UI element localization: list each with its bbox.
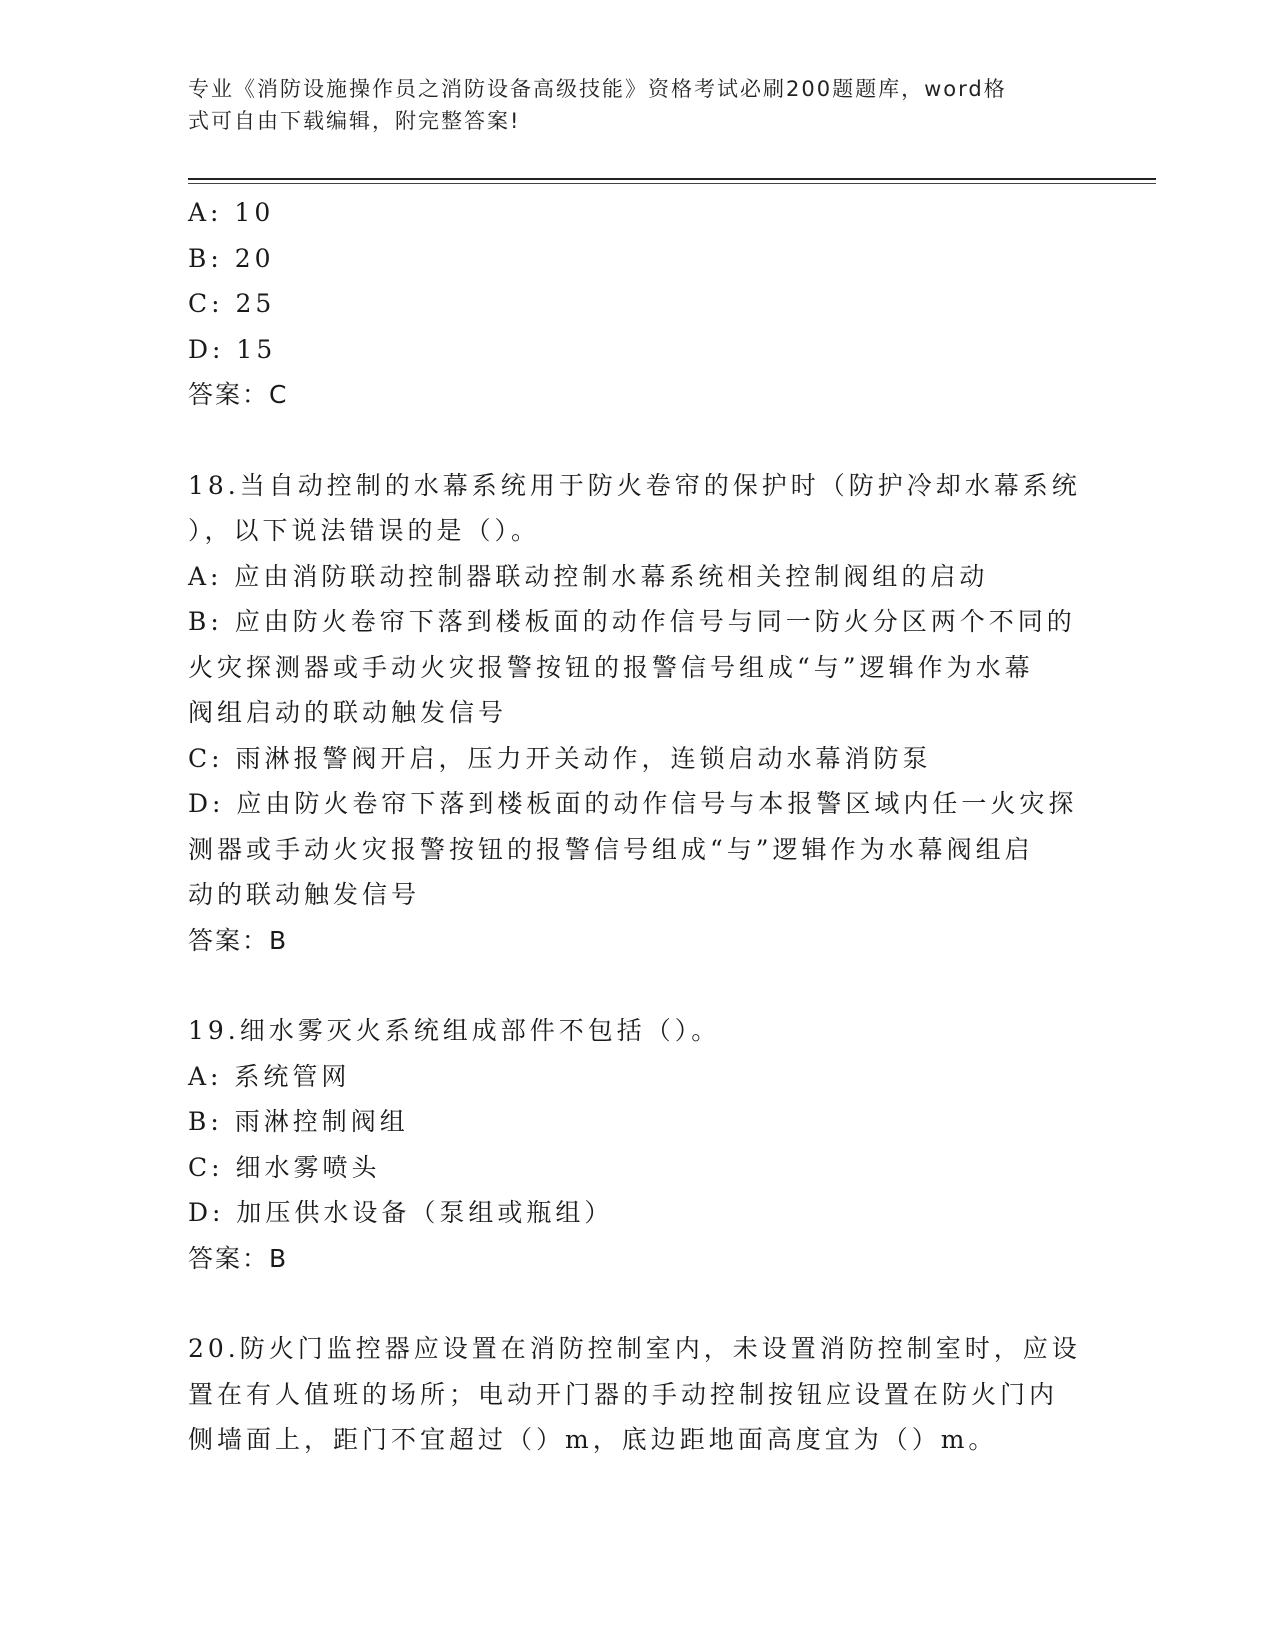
- option-c: C: 细水雾喷头: [188, 1152, 381, 1182]
- document-header: [188, 73, 1068, 137]
- header-line-2: 式可自由下载编辑，附完整答案!: [188, 109, 521, 133]
- option-c: C: 雨淋报警阀开启，压力开关动作，连锁启动水幕消防泵: [188, 743, 932, 773]
- option-b-continued: 阀组启动的联动触发信号: [188, 698, 508, 727]
- answer: 答案：B: [188, 1243, 289, 1273]
- spacer: [188, 963, 1088, 1008]
- option-a: A: 应由消防联动控制器联动控制水幕系统相关控制阀组的启动: [188, 561, 989, 591]
- question-stem-line: 侧墙面上，距门不宜超过（）m，底边距地面高度宜为（）m。: [188, 1425, 998, 1454]
- option-d-continued: 测器或手动火灾报警按钮的报警信号组成“与”逻辑作为水幕阀组启: [188, 834, 1034, 864]
- question-19: [188, 1008, 1088, 1281]
- option-d: D: 15: [188, 334, 277, 364]
- spacer: [188, 418, 1088, 463]
- question-list: [188, 190, 1088, 1463]
- option-b: B: 20: [188, 243, 275, 273]
- option-b: B: 雨淋控制阀组: [188, 1107, 409, 1136]
- question-17: [188, 190, 1088, 418]
- question-stem-line: 置在有人值班的场所；电动开门器的手动控制按钮应设置在防火门内: [188, 1379, 1059, 1409]
- option-d: D: 加压供水设备（泵组或瓶组）: [188, 1198, 614, 1227]
- option-d-continued: 动的联动触发信号: [188, 880, 421, 909]
- header-divider-thick: [188, 178, 1156, 180]
- header-line-1: 专业《消防设施操作员之消防设备高级技能》资格考试必刷200题题库，word格: [188, 77, 1007, 101]
- question-18: [188, 463, 1088, 964]
- option-d: D: 应由防火卷帘下落到楼板面的动作信号与本报警区域内任一火灾探: [188, 789, 1078, 818]
- answer: 答案：C: [188, 380, 289, 409]
- option-a: A: 10: [188, 198, 275, 227]
- question-20: [188, 1326, 1088, 1463]
- option-b-continued: 火灾探测器或手动火灾报警按钮的报警信号组成“与”逻辑作为水幕: [188, 652, 1034, 682]
- spacer: [188, 1281, 1088, 1326]
- question-stem-line: ），以下说法错误的是（）。: [188, 516, 541, 545]
- option-a: A: 系统管网: [188, 1061, 351, 1091]
- option-b: B: 应由防火卷帘下落到楼板面的动作信号与同一防火分区两个不同的: [188, 607, 1076, 636]
- question-stem: 19.细水雾灭火系统组成部件不包括（）。: [188, 1016, 721, 1045]
- option-c: C: 25: [188, 289, 276, 318]
- header-divider-thin: [188, 183, 1156, 184]
- answer: 答案：B: [188, 925, 289, 955]
- question-stem-line: 20.防火门监控器应设置在消防控制室内，未设置消防控制室时，应设: [188, 1334, 1081, 1363]
- question-stem-line: 18.当自动控制的水幕系统用于防火卷帘的保护时（防护冷却水幕系统: [188, 470, 1081, 500]
